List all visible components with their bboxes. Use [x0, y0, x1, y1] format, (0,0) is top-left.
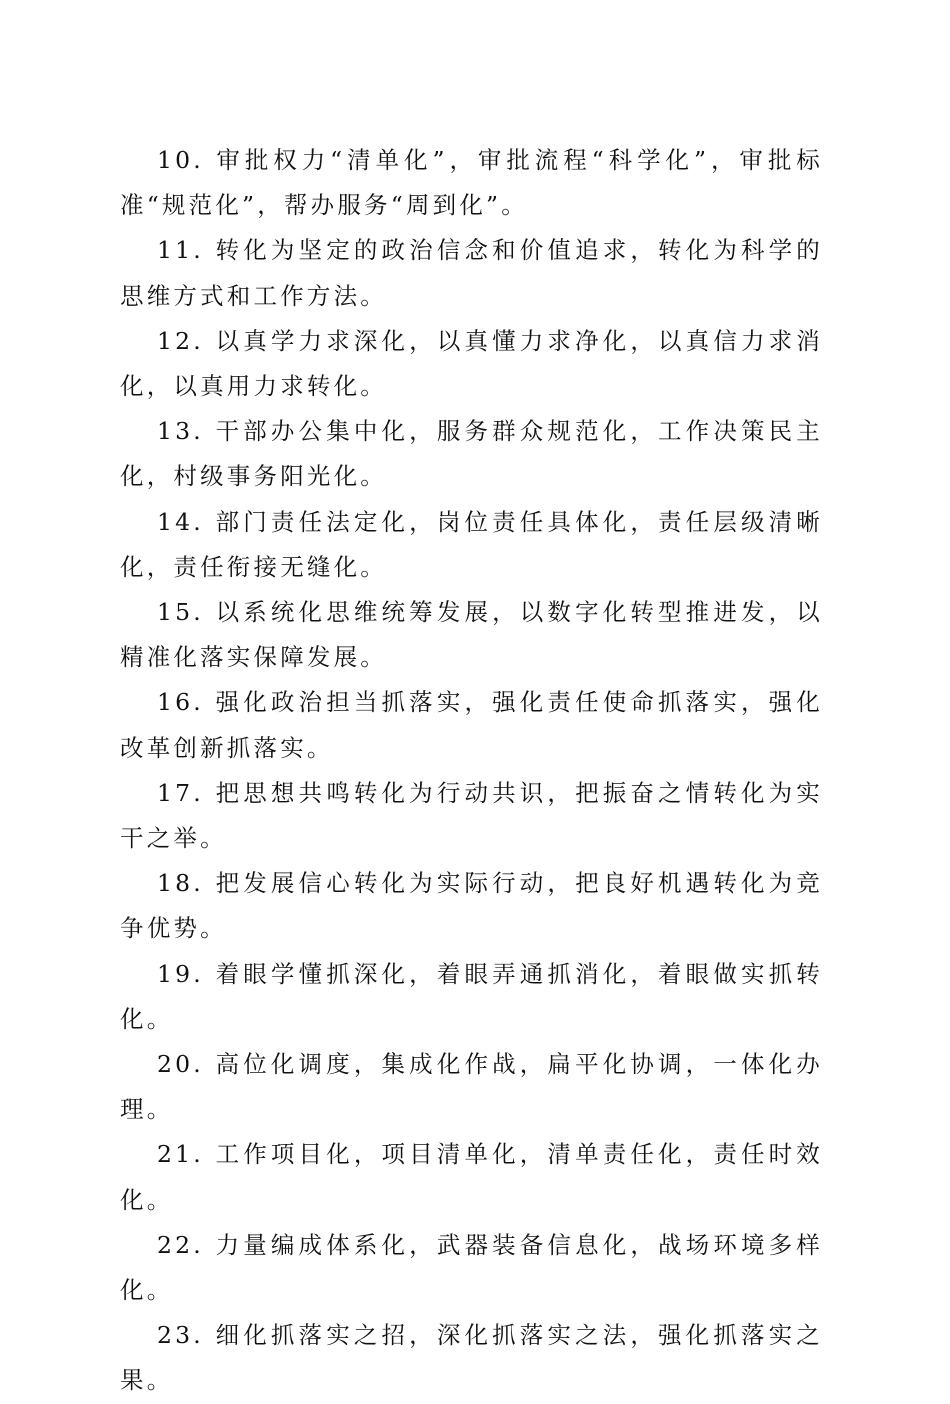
- list-item: 19. 着眼学懂抓深化，着眼弄通抓消化，着眼做实抓转化。: [120, 959, 823, 1033]
- list-item: 12. 以真学力求深化，以真懂力求净化，以真信力求消化，以真用力求转化。: [120, 326, 823, 401]
- list-item: 21. 工作项目化，项目清单化，清单责任化，责任时效化。: [120, 1140, 823, 1214]
- list-item: 14. 部门责任法定化，岗位责任具体化，责任层级清晰化，责任衔接无缝化。: [120, 507, 823, 581]
- list-item: 13. 干部办公集中化，服务群众规范化，工作决策民主化，村级事务阳光化。: [120, 417, 823, 491]
- list-item: 16. 强化政治担当抓落实，强化责任使命抓落实，强化改革创新抓落实。: [120, 688, 823, 762]
- list-item: 22. 力量编成体系化，武器装备信息化，战场环境多样化。: [120, 1230, 823, 1305]
- list-item: 20. 高位化调度，集成化作战，扁平化协调，一体化办理。: [120, 1050, 823, 1124]
- list-item: 11. 转化为坚定的政治信念和价值追求，转化为科学的思维方式和工作方法。: [120, 236, 823, 310]
- document-body: [120, 138, 823, 1404]
- list-item: 18. 把发展信心转化为实际行动，把良好机遇转化为竞争优势。: [120, 869, 823, 943]
- list-item: 23. 细化抓落实之招，深化抓落实之法，强化抓落实之果。: [120, 1321, 823, 1395]
- list-item: 17. 把思想共鸣转化为行动共识，把振奋之情转化为实干之举。: [120, 778, 823, 853]
- list-item: 10. 审批权力“清单化”，审批流程“科学化”，审批标准“规范化”，帮办服务“周到化”。: [120, 146, 823, 220]
- list-item: 15. 以系统化思维统筹发展，以数字化转型推进发，以精准化落实保障发展。: [120, 598, 823, 672]
